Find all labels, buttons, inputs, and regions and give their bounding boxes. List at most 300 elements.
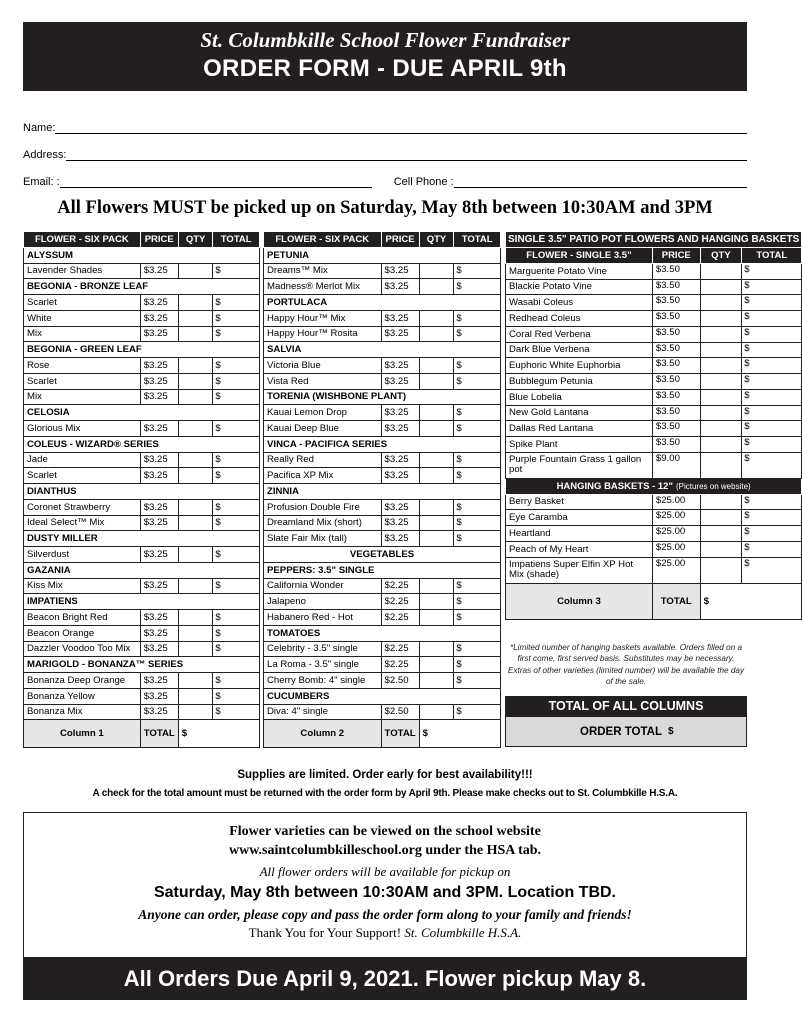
order-form-title: ORDER FORM - DUE APRIL 9th xyxy=(203,55,567,82)
flower-name: Kauai Lemon Drop xyxy=(264,405,382,421)
cell-phone-label: Cell Phone : xyxy=(393,176,454,188)
qty-input[interactable] xyxy=(178,468,213,484)
total-cell[interactable]: $ xyxy=(213,421,260,437)
qty-input[interactable] xyxy=(178,688,213,704)
qty-input[interactable] xyxy=(419,673,454,689)
address-label: Address: xyxy=(23,149,67,161)
total-cell[interactable]: $ xyxy=(454,515,501,531)
category-label: DUSTY MILLER xyxy=(24,531,260,547)
flower-price: $3.50 xyxy=(652,295,700,311)
total-cell[interactable]: $ xyxy=(742,311,802,327)
total-cell[interactable]: $ xyxy=(213,468,260,484)
total-cell[interactable]: $ xyxy=(742,358,802,374)
pictures-note: (Pictures on website) xyxy=(675,481,751,491)
flower-row xyxy=(506,541,802,557)
total-cell[interactable]: $ xyxy=(213,310,260,326)
column1-table xyxy=(23,231,260,748)
total-cell[interactable]: $ xyxy=(213,578,260,594)
flower-name: Beacon Bright Red xyxy=(24,610,141,626)
info-box xyxy=(23,812,747,958)
flower-price: $3.50 xyxy=(652,389,700,405)
flower-row xyxy=(24,547,260,563)
info-pickup-time: Saturday, May 8th between 10:30AM and 3PM. Location TBD. xyxy=(153,884,616,901)
qty-input[interactable] xyxy=(700,263,742,279)
total-cell[interactable]: $ xyxy=(742,494,802,510)
qty-input[interactable] xyxy=(700,389,742,405)
qty-input[interactable] xyxy=(419,452,454,468)
flower-name: Ideal Select™ Mix xyxy=(24,515,141,531)
flower-row xyxy=(24,704,260,720)
flower-row xyxy=(506,510,802,526)
category-label: IMPATIENS xyxy=(24,594,260,610)
col3-flower-header: FLOWER - SINGLE 3.5" xyxy=(506,248,653,264)
flower-price: $3.25 xyxy=(140,547,178,563)
col1-total-header: TOTAL xyxy=(213,232,260,248)
flower-price: $3.25 xyxy=(381,421,419,437)
total-cell[interactable]: $ xyxy=(454,594,501,610)
qty-input[interactable] xyxy=(700,541,742,557)
section-row xyxy=(264,547,501,563)
flower-row xyxy=(506,374,802,390)
category-label: SALVIA xyxy=(264,342,501,358)
flower-price: $3.50 xyxy=(652,311,700,327)
flower-row xyxy=(24,326,260,342)
category-row xyxy=(264,484,501,500)
flower-price: $3.25 xyxy=(140,515,178,531)
flower-name: Cherry Bomb: 4" single xyxy=(264,673,382,689)
category-label: COLEUS - WIZARD® SERIES xyxy=(24,436,260,452)
total-cell[interactable]: $ xyxy=(454,373,501,389)
total-cell[interactable]: $ xyxy=(454,279,501,295)
flower-price: $3.25 xyxy=(140,641,178,657)
qty-input[interactable] xyxy=(700,405,742,421)
flower-price: $3.25 xyxy=(140,468,178,484)
flower-price: $3.25 xyxy=(381,468,419,484)
qty-input[interactable] xyxy=(419,641,454,657)
flower-price: $3.25 xyxy=(381,310,419,326)
flower-row xyxy=(506,279,802,295)
flower-name: Purple Fountain Grass 1 gallon pot xyxy=(506,452,653,478)
order-total-label: ORDER TOTAL xyxy=(580,725,662,738)
flower-name: Redhead Coleus xyxy=(506,311,653,327)
total-cell[interactable]: $ xyxy=(454,531,501,547)
total-cell[interactable]: $ xyxy=(213,625,260,641)
flower-row xyxy=(506,311,802,327)
flower-name: Dreamland Mix (short) xyxy=(264,515,382,531)
qty-input[interactable] xyxy=(419,405,454,421)
flower-price: $3.25 xyxy=(140,295,178,311)
flower-price: $3.25 xyxy=(381,326,419,342)
qty-input[interactable] xyxy=(178,295,213,311)
flower-row xyxy=(506,421,802,437)
category-label: DIANTHUS xyxy=(24,484,260,500)
flower-price: $3.50 xyxy=(652,421,700,437)
total-cell[interactable]: $ xyxy=(454,263,501,279)
info-url-line: www.saintcolumbkilleschool.org under the HSA tab. xyxy=(228,843,542,858)
qty-input[interactable] xyxy=(419,310,454,326)
total-cell[interactable]: $ xyxy=(454,704,501,720)
total-cell[interactable]: $ xyxy=(213,452,260,468)
flower-row xyxy=(506,263,802,279)
flower-name: Scarlet xyxy=(24,373,141,389)
flower-row xyxy=(24,625,260,641)
flower-price: $2.50 xyxy=(381,704,419,720)
total-cell[interactable]: $ xyxy=(742,326,802,342)
qty-input[interactable] xyxy=(178,704,213,720)
qty-input[interactable] xyxy=(419,531,454,547)
qty-input[interactable] xyxy=(419,657,454,673)
flower-name: Peach of My Heart xyxy=(506,541,653,557)
qty-input[interactable] xyxy=(178,263,213,279)
total-cell[interactable]: $ xyxy=(742,437,802,453)
qty-input[interactable] xyxy=(419,610,454,626)
flower-price: $3.50 xyxy=(652,358,700,374)
flower-name: Victoria Blue xyxy=(264,358,382,374)
category-label: PORTULACA xyxy=(264,295,501,311)
col1-price-header: PRICE xyxy=(140,232,178,248)
qty-input[interactable] xyxy=(700,526,742,542)
qty-input[interactable] xyxy=(700,452,742,478)
qty-input[interactable] xyxy=(419,515,454,531)
order-total-box[interactable] xyxy=(505,716,747,747)
category-label: MARIGOLD - BONANZA™ SERIES xyxy=(24,657,260,673)
flower-row xyxy=(506,342,802,358)
category-row xyxy=(264,688,501,704)
total-cell[interactable]: $ xyxy=(742,557,802,583)
column1-total-label: TOTAL xyxy=(140,720,178,748)
qty-input[interactable] xyxy=(700,342,742,358)
total-cell[interactable]: $ xyxy=(213,688,260,704)
flower-row xyxy=(24,421,260,437)
flower-price: $25.00 xyxy=(652,510,700,526)
check-notice-payee: Please make checks out to St. Columbkille H.S.A. xyxy=(452,788,678,799)
total-cell[interactable]: $ xyxy=(742,421,802,437)
total-cell[interactable]: $ xyxy=(742,526,802,542)
total-cell[interactable]: $ xyxy=(213,515,260,531)
address-line[interactable] xyxy=(66,151,747,161)
flower-price: $3.25 xyxy=(381,452,419,468)
header-banner xyxy=(23,22,747,91)
flower-row xyxy=(264,279,501,295)
total-cell[interactable]: $ xyxy=(454,310,501,326)
total-cell[interactable]: $ xyxy=(454,452,501,468)
flower-row xyxy=(506,557,802,583)
column3-total-label: TOTAL xyxy=(652,583,700,619)
qty-input[interactable] xyxy=(419,326,454,342)
flower-name: Dreams™ Mix xyxy=(264,263,382,279)
category-label: ALYSSUM xyxy=(24,247,260,263)
patio-pots-title: SINGLE 3.5" PATIO POT FLOWERS AND HANGING BASKETS xyxy=(506,232,802,248)
total-cell[interactable]: $ xyxy=(454,468,501,484)
qty-input[interactable] xyxy=(700,311,742,327)
flower-row xyxy=(264,641,501,657)
qty-input[interactable] xyxy=(700,557,742,583)
flower-price: $3.25 xyxy=(140,373,178,389)
flower-name: Kiss Mix xyxy=(24,578,141,594)
flower-row xyxy=(24,673,260,689)
total-cell[interactable]: $ xyxy=(213,547,260,563)
name-field[interactable] xyxy=(23,122,747,134)
total-cell[interactable]: $ xyxy=(742,541,802,557)
qty-input[interactable] xyxy=(700,326,742,342)
total-cell[interactable]: $ xyxy=(213,499,260,515)
total-cell[interactable]: $ xyxy=(454,673,501,689)
flower-price: $3.25 xyxy=(140,358,178,374)
flower-price: $25.00 xyxy=(652,526,700,542)
category-label: CELOSIA xyxy=(24,405,260,421)
qty-input[interactable] xyxy=(178,310,213,326)
qty-input[interactable] xyxy=(178,421,213,437)
qty-input[interactable] xyxy=(419,421,454,437)
qty-input[interactable] xyxy=(700,494,742,510)
qty-input[interactable] xyxy=(178,358,213,374)
qty-input[interactable] xyxy=(419,358,454,374)
flower-name: Mix xyxy=(24,326,141,342)
flower-row xyxy=(24,389,260,405)
total-cell[interactable]: $ xyxy=(742,342,802,358)
flower-name: Habanero Red - Hot xyxy=(264,610,382,626)
qty-input[interactable] xyxy=(178,547,213,563)
flower-price: $3.25 xyxy=(381,279,419,295)
flower-price: $3.50 xyxy=(652,263,700,279)
flower-price: $3.25 xyxy=(140,421,178,437)
total-cell[interactable]: $ xyxy=(742,263,802,279)
total-cell[interactable]: $ xyxy=(742,279,802,295)
qty-input[interactable] xyxy=(700,374,742,390)
flower-name: Marguerite Potato Vine xyxy=(506,263,653,279)
flower-name: Rose xyxy=(24,358,141,374)
col1-qty-header: QTY xyxy=(178,232,213,248)
category-row xyxy=(264,342,501,358)
flower-row xyxy=(264,610,501,626)
order-total-dollar: $ xyxy=(668,726,674,737)
total-cell[interactable]: $ xyxy=(213,610,260,626)
flower-name: Silverdust xyxy=(24,547,141,563)
total-cell[interactable]: $ xyxy=(213,704,260,720)
total-cell[interactable]: $ xyxy=(213,263,260,279)
qty-input[interactable] xyxy=(178,499,213,515)
category-row xyxy=(24,342,260,358)
qty-input[interactable] xyxy=(419,373,454,389)
total-cell[interactable]: $ xyxy=(213,373,260,389)
category-row xyxy=(264,389,501,405)
qty-input[interactable] xyxy=(178,515,213,531)
flower-row xyxy=(24,295,260,311)
total-cell[interactable]: $ xyxy=(454,358,501,374)
flower-price: $25.00 xyxy=(652,557,700,583)
flower-name: Really Red xyxy=(264,452,382,468)
flower-price: $3.25 xyxy=(140,673,178,689)
flower-price: $3.25 xyxy=(140,326,178,342)
total-cell[interactable]: $ xyxy=(742,452,802,478)
qty-input[interactable] xyxy=(419,263,454,279)
info-pickup-intro: All flower orders will be available for pickup on xyxy=(259,864,511,879)
total-cell[interactable]: $ xyxy=(454,326,501,342)
total-cell[interactable]: $ xyxy=(454,405,501,421)
flower-row xyxy=(24,373,260,389)
flower-name: Jade xyxy=(24,452,141,468)
flower-name: Berry Basket xyxy=(506,494,653,510)
total-cell[interactable]: $ xyxy=(213,358,260,374)
category-row xyxy=(24,279,260,295)
qty-input[interactable] xyxy=(700,358,742,374)
flower-row xyxy=(506,437,802,453)
flower-name: Celebrity - 3.5" single xyxy=(264,641,382,657)
qty-input[interactable] xyxy=(178,673,213,689)
total-cell[interactable]: $ xyxy=(454,578,501,594)
total-cell[interactable]: $ xyxy=(454,657,501,673)
total-cell[interactable]: $ xyxy=(454,421,501,437)
hanging-baskets-note: *Limited number of hanging baskets available. Orders filled on a first come, first served basis. Substitutes may be necessary. Extras of other varieties (limited number) will be available the day of the sale. xyxy=(507,643,745,687)
category-label: BEGONIA - BRONZE LEAF xyxy=(24,279,260,295)
cell-phone-line[interactable] xyxy=(454,178,747,188)
flower-name: La Roma - 3.5" single xyxy=(264,657,382,673)
category-label: TORENIA (WISHBONE PLANT) xyxy=(264,389,501,405)
flower-price: $2.25 xyxy=(381,578,419,594)
qty-input[interactable] xyxy=(178,373,213,389)
info-share-line: Anyone can order, please copy and pass the order form along to your family and friends! xyxy=(138,907,632,922)
qty-input[interactable] xyxy=(419,578,454,594)
flower-row xyxy=(264,263,501,279)
name-line[interactable] xyxy=(55,124,747,134)
qty-input[interactable] xyxy=(178,452,213,468)
flower-row xyxy=(264,373,501,389)
flower-row xyxy=(264,515,501,531)
email-line[interactable] xyxy=(60,178,372,188)
flower-price: $2.25 xyxy=(381,594,419,610)
flower-price: $2.25 xyxy=(381,610,419,626)
flower-price: $3.25 xyxy=(140,452,178,468)
total-cell[interactable]: $ xyxy=(742,295,802,311)
flower-price: $3.50 xyxy=(652,279,700,295)
check-notice-bold: A check for the total amount must be returned with the order form by April 9th. xyxy=(92,788,450,799)
flower-price: $3.50 xyxy=(652,405,700,421)
category-row xyxy=(264,562,501,578)
flower-name: Bonanza Deep Orange xyxy=(24,673,141,689)
flower-name: Mix xyxy=(24,389,141,405)
info-website-line: Flower varieties can be viewed on the school website xyxy=(229,824,541,839)
total-cell[interactable]: $ xyxy=(213,641,260,657)
flower-row xyxy=(24,688,260,704)
qty-input[interactable] xyxy=(178,641,213,657)
qty-input[interactable] xyxy=(419,704,454,720)
flower-row xyxy=(264,704,501,720)
category-label: BEGONIA - GREEN LEAF xyxy=(24,342,260,358)
category-label: GAZANIA xyxy=(24,562,260,578)
flower-name: Wasabi Coleus xyxy=(506,295,653,311)
total-cell[interactable]: $ xyxy=(454,499,501,515)
flower-price: $3.25 xyxy=(140,310,178,326)
qty-input[interactable] xyxy=(178,578,213,594)
column3-total-value[interactable]: $ xyxy=(700,583,802,619)
flower-price: $3.25 xyxy=(140,499,178,515)
total-cell[interactable]: $ xyxy=(742,374,802,390)
flower-name: Euphoric White Euphorbia xyxy=(506,358,653,374)
flower-price: $3.25 xyxy=(381,515,419,531)
qty-input[interactable] xyxy=(178,625,213,641)
qty-input[interactable] xyxy=(419,468,454,484)
flower-price: $3.50 xyxy=(652,342,700,358)
flower-row xyxy=(24,641,260,657)
flower-row xyxy=(24,578,260,594)
qty-input[interactable] xyxy=(700,421,742,437)
total-cell[interactable]: $ xyxy=(454,641,501,657)
category-row xyxy=(264,247,501,263)
qty-input[interactable] xyxy=(700,279,742,295)
flower-price: $3.25 xyxy=(381,499,419,515)
total-cell[interactable]: $ xyxy=(213,673,260,689)
total-cell[interactable]: $ xyxy=(213,389,260,405)
flower-name: New Gold Lantana xyxy=(506,405,653,421)
flower-row xyxy=(264,358,501,374)
column3-footer-row xyxy=(506,583,802,619)
total-cell[interactable]: $ xyxy=(742,389,802,405)
flower-row xyxy=(24,468,260,484)
qty-input[interactable] xyxy=(700,510,742,526)
flower-name: Eye Caramba xyxy=(506,510,653,526)
qty-input[interactable] xyxy=(419,499,454,515)
qty-input[interactable] xyxy=(419,594,454,610)
col3-price-header: PRICE xyxy=(652,248,700,264)
address-field[interactable] xyxy=(23,149,747,161)
total-cell[interactable]: $ xyxy=(742,510,802,526)
flower-row xyxy=(506,452,802,478)
col2-qty-header: QTY xyxy=(419,232,454,248)
category-row xyxy=(264,295,501,311)
flower-row xyxy=(506,326,802,342)
category-label: VINCA - PACIFICA SERIES xyxy=(264,436,501,452)
total-cell[interactable]: $ xyxy=(213,295,260,311)
flower-name: Bonanza Mix xyxy=(24,704,141,720)
flower-price: $3.25 xyxy=(140,704,178,720)
flower-row xyxy=(264,578,501,594)
column2-total-value[interactable]: $ xyxy=(419,720,500,748)
flower-name: Madness® Merlot Mix xyxy=(264,279,382,295)
category-row xyxy=(24,594,260,610)
info-thanks: Thank You for Your Support! xyxy=(248,925,402,940)
flower-price: $3.25 xyxy=(381,358,419,374)
flower-name: Bubblegum Petunia xyxy=(506,374,653,390)
flower-price: $2.25 xyxy=(381,657,419,673)
total-cell[interactable]: $ xyxy=(213,326,260,342)
column1-total-value[interactable]: $ xyxy=(178,720,259,748)
column2-footer-label: Column 2 xyxy=(264,720,382,748)
flower-row xyxy=(506,405,802,421)
flower-row xyxy=(24,499,260,515)
section-label: VEGETABLES xyxy=(264,547,501,563)
category-label: ZINNIA xyxy=(264,484,501,500)
qty-input[interactable] xyxy=(178,610,213,626)
total-cell[interactable]: $ xyxy=(742,405,802,421)
name-label: Name: xyxy=(23,122,56,134)
total-all-columns-bar: TOTAL OF ALL COLUMNS xyxy=(505,696,747,716)
flower-price: $3.25 xyxy=(140,578,178,594)
qty-input[interactable] xyxy=(700,437,742,453)
flower-row xyxy=(264,326,501,342)
qty-input[interactable] xyxy=(419,279,454,295)
qty-input[interactable] xyxy=(700,295,742,311)
flower-name: Heartland xyxy=(506,526,653,542)
flower-name: Coral Red Verbena xyxy=(506,326,653,342)
hanging-baskets-header-row xyxy=(506,478,802,494)
qty-input[interactable] xyxy=(178,326,213,342)
qty-input[interactable] xyxy=(178,389,213,405)
flower-name: Glorious Mix xyxy=(24,421,141,437)
flower-name: Slate Fair Mix (tall) xyxy=(264,531,382,547)
total-cell[interactable]: $ xyxy=(454,610,501,626)
flower-name: Blue Lobelia xyxy=(506,389,653,405)
hanging-baskets-header xyxy=(506,478,802,494)
